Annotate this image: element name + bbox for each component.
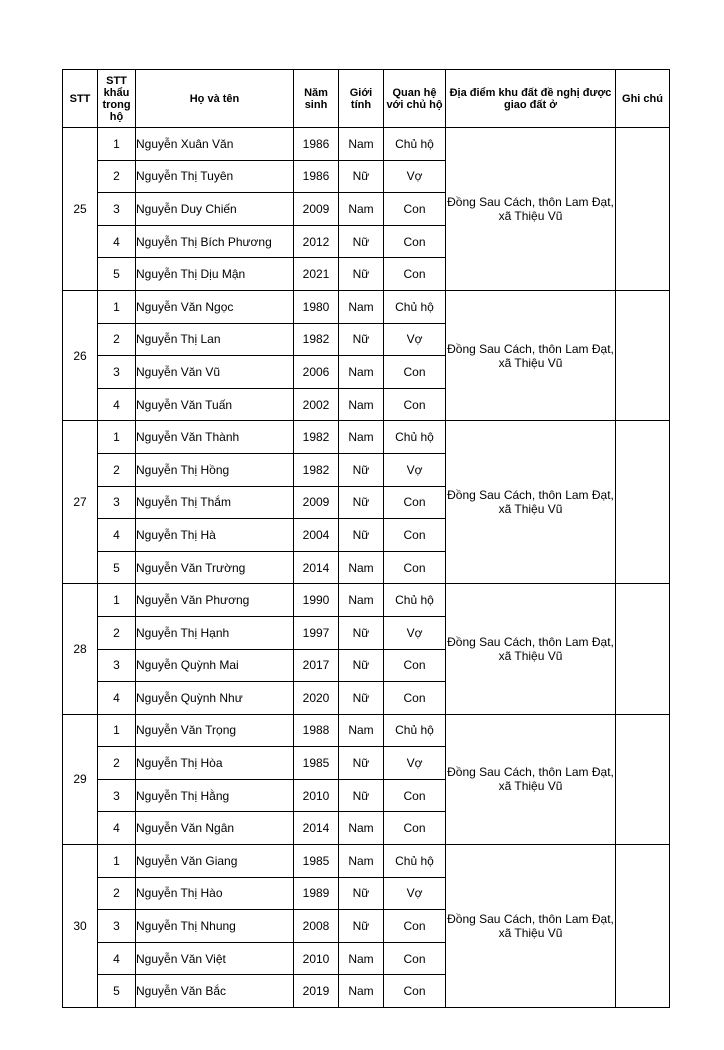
member-name: Nguyễn Thị Hạnh <box>136 616 294 649</box>
birth-year: 2010 <box>294 779 339 812</box>
member-number: 3 <box>98 649 136 682</box>
member-number: 3 <box>98 356 136 389</box>
member-name: Nguyễn Văn Tuấn <box>136 388 294 421</box>
member-name: Nguyễn Thị Tuyên <box>136 160 294 193</box>
birth-year: 2012 <box>294 225 339 258</box>
relationship: Con <box>384 682 446 715</box>
birth-year: 1990 <box>294 584 339 617</box>
household-stt: 26 <box>63 290 98 420</box>
member-name: Nguyễn Thị Hòa <box>136 747 294 780</box>
member-number: 3 <box>98 779 136 812</box>
member-name: Nguyễn Thị Bích Phương <box>136 225 294 258</box>
table-row <box>63 421 670 454</box>
birth-year: 2020 <box>294 682 339 715</box>
birth-year: 2002 <box>294 388 339 421</box>
member-number: 3 <box>98 486 136 519</box>
relationship: Con <box>384 486 446 519</box>
birth-year: 1980 <box>294 290 339 323</box>
table-row <box>63 845 670 878</box>
gender: Nữ <box>339 225 384 258</box>
member-name: Nguyễn Văn Phương <box>136 584 294 617</box>
member-number: 1 <box>98 421 136 454</box>
birth-year: 1986 <box>294 128 339 161</box>
household-stt: 29 <box>63 714 98 844</box>
relationship: Chủ hộ <box>384 714 446 747</box>
note <box>616 845 670 1008</box>
birth-year: 2004 <box>294 519 339 552</box>
relationship: Vợ <box>384 877 446 910</box>
member-name: Nguyễn Quỳnh Như <box>136 682 294 715</box>
member-name: Nguyễn Văn Việt <box>136 942 294 975</box>
table-row <box>63 128 670 161</box>
gender: Nam <box>339 942 384 975</box>
header-stt: STT <box>63 70 98 128</box>
gender: Nữ <box>339 616 384 649</box>
relationship: Chủ hộ <box>384 290 446 323</box>
member-number: 4 <box>98 682 136 715</box>
member-number: 3 <box>98 193 136 226</box>
member-name: Nguyễn Thị Hồng <box>136 453 294 486</box>
header-quan-he: Quan hệ với chủ hộ <box>384 70 446 128</box>
birth-year: 2006 <box>294 356 339 389</box>
header-dia-diem: Địa điểm khu đất đề nghị được giao đất ở <box>446 70 616 128</box>
birth-year: 1997 <box>294 616 339 649</box>
relationship: Con <box>384 551 446 584</box>
birth-year: 1988 <box>294 714 339 747</box>
land-location: Đồng Sau Cách, thôn Lam Đạt, xã Thiệu Vũ <box>446 584 616 714</box>
member-number: 2 <box>98 616 136 649</box>
household-stt: 27 <box>63 421 98 584</box>
member-number: 2 <box>98 877 136 910</box>
member-number: 1 <box>98 845 136 878</box>
gender: Nam <box>339 388 384 421</box>
gender: Nữ <box>339 779 384 812</box>
member-name: Nguyễn Văn Trường <box>136 551 294 584</box>
gender: Nam <box>339 356 384 389</box>
member-name: Nguyễn Văn Trọng <box>136 714 294 747</box>
birth-year: 2009 <box>294 486 339 519</box>
header-row <box>63 70 670 128</box>
birth-year: 1982 <box>294 421 339 454</box>
relationship: Vợ <box>384 747 446 780</box>
member-name: Nguyễn Văn Giang <box>136 845 294 878</box>
relationship: Con <box>384 779 446 812</box>
member-name: Nguyễn Văn Vũ <box>136 356 294 389</box>
header-ho-ten: Họ và tên <box>136 70 294 128</box>
birth-year: 2019 <box>294 975 339 1008</box>
birth-year: 2008 <box>294 910 339 943</box>
gender: Nữ <box>339 682 384 715</box>
member-number: 2 <box>98 747 136 780</box>
land-location: Đồng Sau Cách, thôn Lam Đạt, xã Thiệu Vũ <box>446 128 616 291</box>
note <box>616 128 670 291</box>
relationship: Chủ hộ <box>384 128 446 161</box>
relationship: Vợ <box>384 323 446 356</box>
member-number: 2 <box>98 160 136 193</box>
birth-year: 1985 <box>294 747 339 780</box>
member-number: 4 <box>98 388 136 421</box>
birth-year: 2017 <box>294 649 339 682</box>
birth-year: 1982 <box>294 453 339 486</box>
member-name: Nguyễn Duy Chiến <box>136 193 294 226</box>
land-location: Đồng Sau Cách, thôn Lam Đạt, xã Thiệu Vũ <box>446 421 616 584</box>
member-name: Nguyễn Văn Bắc <box>136 975 294 1008</box>
gender: Nam <box>339 714 384 747</box>
birth-year: 2014 <box>294 551 339 584</box>
gender: Nữ <box>339 519 384 552</box>
member-number: 1 <box>98 584 136 617</box>
member-name: Nguyễn Văn Ngân <box>136 812 294 845</box>
gender: Nữ <box>339 323 384 356</box>
relationship: Con <box>384 812 446 845</box>
relationship: Con <box>384 356 446 389</box>
member-number: 1 <box>98 128 136 161</box>
birth-year: 1982 <box>294 323 339 356</box>
relationship: Chủ hộ <box>384 845 446 878</box>
note <box>616 421 670 584</box>
gender: Nữ <box>339 747 384 780</box>
land-location: Đồng Sau Cách, thôn Lam Đạt, xã Thiệu Vũ <box>446 845 616 1008</box>
member-name: Nguyễn Thị Lan <box>136 323 294 356</box>
table-body <box>63 128 670 1008</box>
relationship: Con <box>384 225 446 258</box>
gender: Nữ <box>339 453 384 486</box>
header-ghi-chu: Ghi chú <box>616 70 670 128</box>
table-row <box>63 290 670 323</box>
member-name: Nguyễn Văn Ngọc <box>136 290 294 323</box>
table-row <box>63 714 670 747</box>
gender: Nữ <box>339 649 384 682</box>
relationship: Con <box>384 910 446 943</box>
birth-year: 2021 <box>294 258 339 291</box>
note <box>616 714 670 844</box>
relationship: Chủ hộ <box>384 584 446 617</box>
header-nam-sinh: Năm sinh <box>294 70 339 128</box>
land-location: Đồng Sau Cách, thôn Lam Đạt, xã Thiệu Vũ <box>446 290 616 420</box>
birth-year: 1986 <box>294 160 339 193</box>
gender: Nam <box>339 584 384 617</box>
member-number: 4 <box>98 225 136 258</box>
gender: Nam <box>339 193 384 226</box>
member-name: Nguyễn Thị Nhung <box>136 910 294 943</box>
gender: Nam <box>339 812 384 845</box>
header-stt-khau: STT khẩu trong hộ <box>98 70 136 128</box>
relationship: Vợ <box>384 160 446 193</box>
gender: Nữ <box>339 910 384 943</box>
household-table <box>62 69 670 1008</box>
member-number: 3 <box>98 910 136 943</box>
household-stt: 25 <box>63 128 98 291</box>
member-number: 4 <box>98 942 136 975</box>
relationship: Con <box>384 258 446 291</box>
gender: Nữ <box>339 258 384 291</box>
birth-year: 2009 <box>294 193 339 226</box>
member-number: 2 <box>98 453 136 486</box>
member-number: 1 <box>98 290 136 323</box>
relationship: Con <box>384 388 446 421</box>
note <box>616 290 670 420</box>
gender: Nam <box>339 845 384 878</box>
birth-year: 1989 <box>294 877 339 910</box>
table-row <box>63 584 670 617</box>
land-location: Đồng Sau Cách, thôn Lam Đạt, xã Thiệu Vũ <box>446 714 616 844</box>
birth-year: 2014 <box>294 812 339 845</box>
relationship: Chủ hộ <box>384 421 446 454</box>
gender: Nam <box>339 290 384 323</box>
member-name: Nguyễn Quỳnh Mai <box>136 649 294 682</box>
member-name: Nguyễn Thị Dịu Mận <box>136 258 294 291</box>
relationship: Con <box>384 975 446 1008</box>
birth-year: 1985 <box>294 845 339 878</box>
member-number: 5 <box>98 975 136 1008</box>
member-number: 4 <box>98 812 136 845</box>
relationship: Vợ <box>384 616 446 649</box>
relationship: Con <box>384 942 446 975</box>
gender: Nam <box>339 128 384 161</box>
member-name: Nguyễn Xuân Văn <box>136 128 294 161</box>
note <box>616 584 670 714</box>
relationship: Con <box>384 519 446 552</box>
member-number: 1 <box>98 714 136 747</box>
member-number: 2 <box>98 323 136 356</box>
gender: Nữ <box>339 877 384 910</box>
member-number: 4 <box>98 519 136 552</box>
birth-year: 2010 <box>294 942 339 975</box>
gender: Nam <box>339 421 384 454</box>
member-name: Nguyễn Thị Thắm <box>136 486 294 519</box>
member-name: Nguyễn Thị Hằng <box>136 779 294 812</box>
gender: Nữ <box>339 486 384 519</box>
member-number: 5 <box>98 258 136 291</box>
relationship: Con <box>384 193 446 226</box>
gender: Nữ <box>339 160 384 193</box>
member-name: Nguyễn Thị Hào <box>136 877 294 910</box>
member-name: Nguyễn Văn Thành <box>136 421 294 454</box>
household-stt: 28 <box>63 584 98 714</box>
member-number: 5 <box>98 551 136 584</box>
header-gioi-tinh: Giới tính <box>339 70 384 128</box>
relationship: Vợ <box>384 453 446 486</box>
relationship: Con <box>384 649 446 682</box>
gender: Nam <box>339 975 384 1008</box>
member-name: Nguyễn Thị Hà <box>136 519 294 552</box>
household-stt: 30 <box>63 845 98 1008</box>
gender: Nam <box>339 551 384 584</box>
